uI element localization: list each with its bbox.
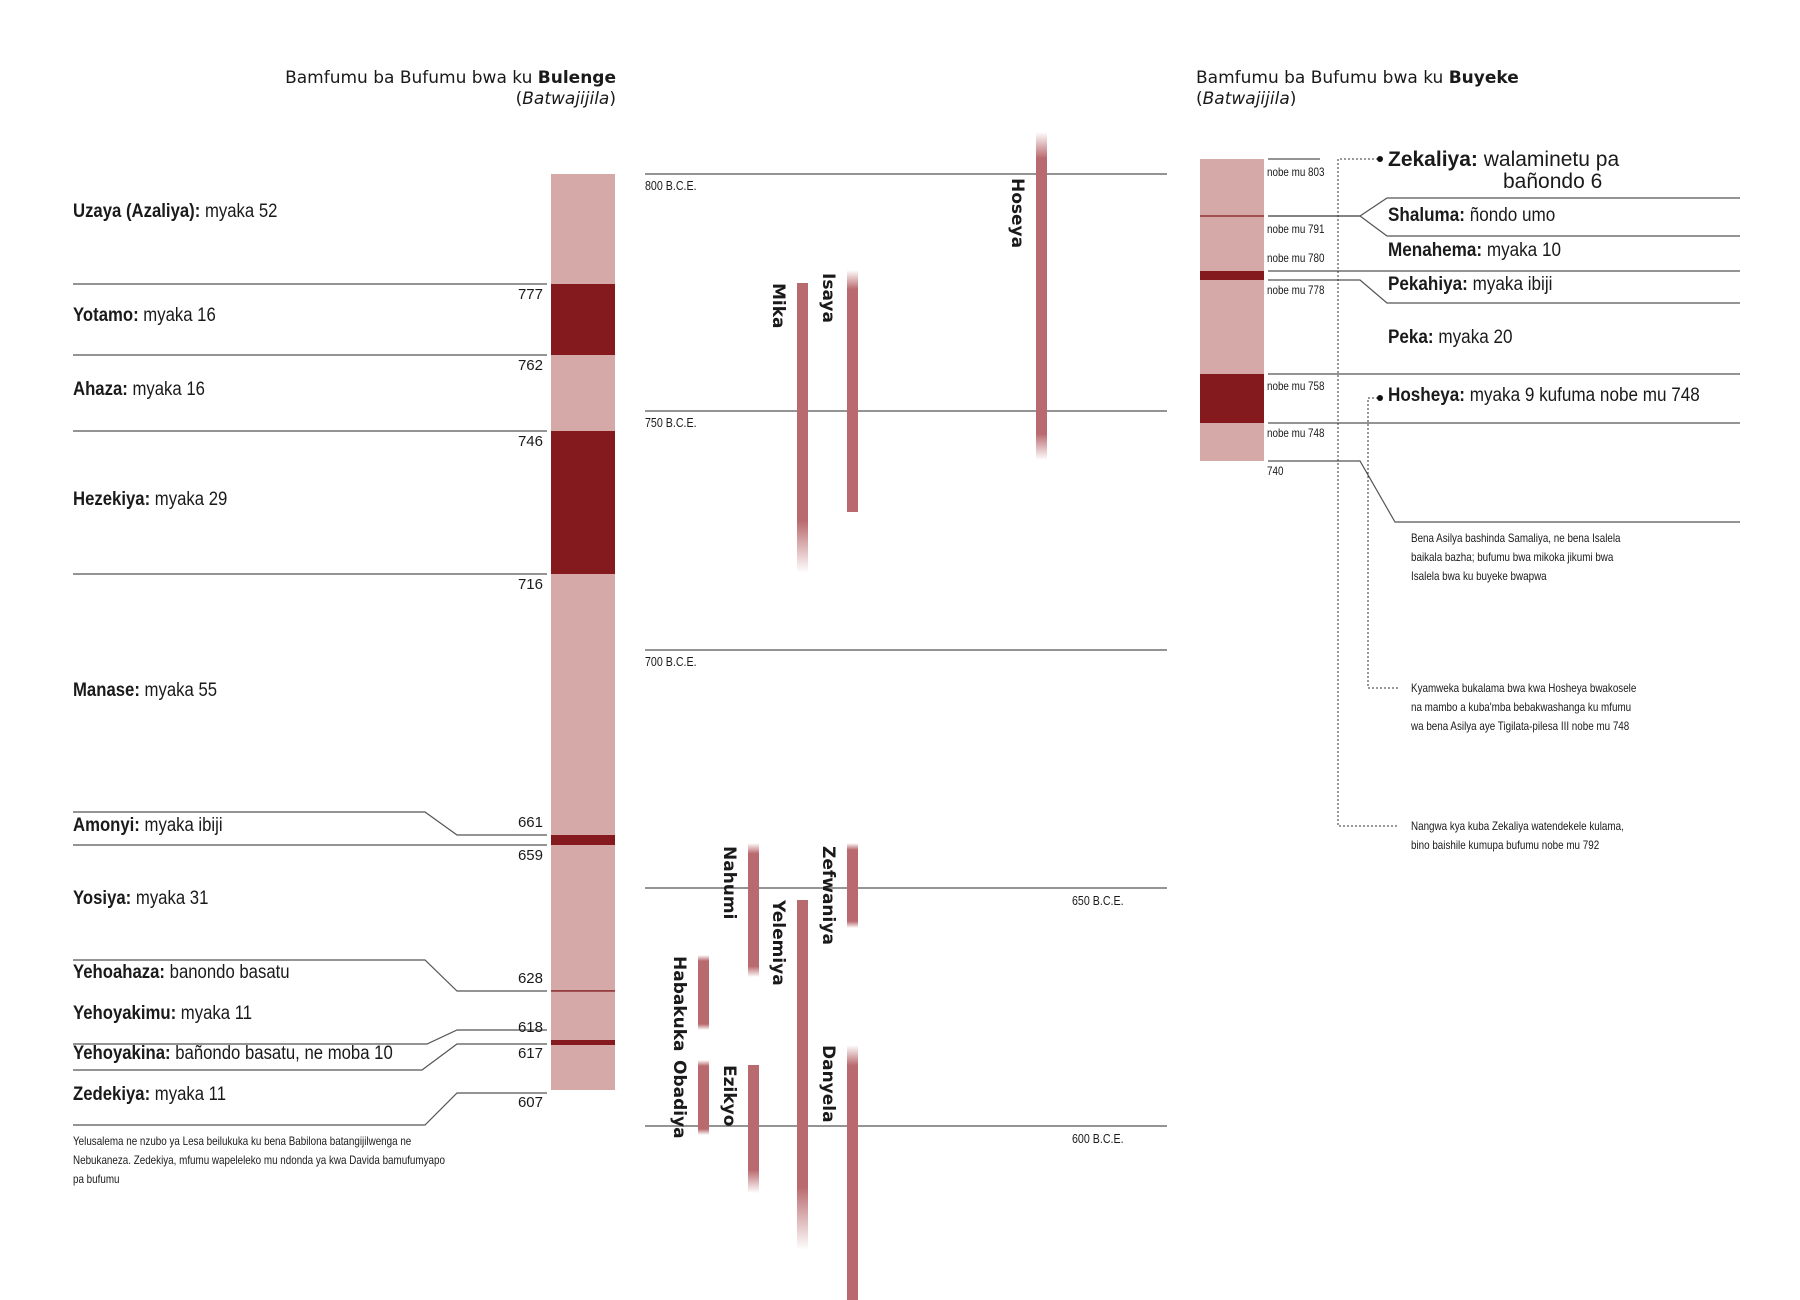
prophet-label-zefwaniya: Zefwaniya [818,846,838,945]
judah-king-amonyi: Amonyi: myaka ibiji [73,815,223,836]
judah-king-yehoyakimu: Yehoyakimu: myaka 11 [73,1003,253,1024]
judah-fall-note: Yelusalema ne nzubo ya Lesa beilukuka ku bena Babilona batangijilwenga ne Nebukaneza. Zedekiya, mfumu wapeleleko mu ndonda ya kwa Davida bamufumyapo pa bufumu [73,1134,445,1186]
reign-segment-zekaliya-menahema [1200,159,1264,271]
connector-dot [1377,395,1383,401]
judah-separators [73,284,547,1125]
judah-header [180,68,616,110]
year-label: 746 [517,433,543,450]
prophet-label-habakuka: Habakuka [669,956,689,1052]
judah-king-yehoyakina: Yehoyakina: bañondo basatu, ne moba 10 [73,1043,393,1064]
judah-king-manase: Manase: myaka 55 [73,680,218,701]
year-label: 716 [517,576,543,593]
prophet-bar-habakuka [698,955,709,1030]
prophet-label-mika: Mika [768,283,788,329]
prophet-bar-isaya [847,270,858,512]
israel-king-hosheya: Hosheya: myaka 9 kufuma nobe mu 748 [1388,385,1700,406]
connector-dot [1377,156,1383,162]
year-label: 659 [517,847,543,864]
prophet-label-ezikyo: Ezikyo [719,1065,739,1127]
israel-reign-bar [1200,159,1264,461]
prophet-label-yelemiya: Yelemiya [768,900,788,986]
paren-close: ) [1289,89,1297,109]
reign-segment-hosheya-dark [1200,374,1264,423]
israel-king-shaluma: Shaluma: ñondo umo [1388,205,1556,226]
hosheya-note: Kyamweka bukalama bwa kwa Hosheya bwakosele na mambo a kuba'mba bebakwashanga ku mfumu wa bena Asilya aye Tigilata-pilesa III nobe mu 748 [1411,681,1637,733]
israel-year-803: nobe mu 803 [1267,165,1325,179]
bce-scale-lines [645,174,1167,1126]
reign-segment-ahaza [551,355,615,431]
judah-reign-bar [551,174,615,1090]
reign-segment-zedekiya [551,1045,615,1090]
judah-king-yehoahaza: Yehoahaza: banondo basatu [73,962,290,983]
reign-segment-amonyi [551,835,615,845]
year-label: 777 [517,286,543,303]
prophet-bar-hoseya [1036,132,1047,460]
year-label: 618 [517,1019,543,1036]
judah-king-hezekiya: Hezekiya: myaka 29 [73,489,228,510]
prophet-bar-ezikyo [748,1065,759,1193]
prophet-bar-obadiya [698,1060,709,1135]
israel-year-780: nobe mu 780 [1267,251,1325,265]
paren-open: ( [1196,89,1203,109]
israel-header-prefix: Bamfumu ba Bufumu bwa ku [1196,68,1449,88]
israel-header [1196,68,1616,110]
israel-fall-note: Bena Asilya bashinda Samaliya, ne bena Isalela baikala bazha; bufumu bwa mikoka jikumi bwa Isalela bwa ku buyeke bwapwa [1411,531,1621,583]
prophet-bars [698,132,1047,1300]
judah-header-sub: Batwajijila [522,89,610,109]
israel-header-bold: Buyeke [1448,68,1519,88]
bce-label-800: 800 B.C.E. [645,178,697,193]
prophet-bar-yelemiya [797,900,808,1250]
reign-segment-uzaya [551,174,615,284]
judah-header-prefix: Bamfumu ba Bufumu bwa ku [285,68,538,88]
judah-king-yotamo: Yotamo: myaka 16 [73,305,216,326]
paren-close: ) [609,89,616,109]
reign-segment-yehoyakina [551,1040,615,1045]
bce-label-750: 750 B.C.E. [645,415,697,430]
judah-king-ahaza: Ahaza: myaka 16 [73,379,205,400]
israel-year-740: 740 [1267,464,1284,478]
reign-segment-peka [1200,280,1264,374]
zekaliya-note: Nangwa kya kuba Zekaliya watendekele kulama, bino baishile kumupa bufumu nobe mu 792 [1411,819,1624,852]
israel-king-zekaliya: Zekaliya: walaminetu pa [1388,148,1620,171]
bce-label-650: 650 B.C.E. [1072,893,1124,908]
paren-open: ( [515,89,523,109]
israel-header-sub: Batwajijila [1202,89,1290,109]
year-label: 762 [517,357,543,374]
prophet-label-isaya: Isaya [818,273,838,323]
prophet-bar-mika [797,283,808,573]
year-label: 607 [517,1094,543,1111]
reign-segment-pekahiya [1200,271,1264,280]
israel-king-peka: Peka: myaka 20 [1388,327,1513,348]
israel-king-menahema: Menahema: myaka 10 [1388,240,1561,261]
year-label: 661 [517,814,543,831]
year-label: 628 [517,970,543,987]
prophet-label-hoseya: Hoseya [1007,178,1027,249]
prophet-label-nahumi: Nahumi [719,846,739,920]
israel-year-758: nobe mu 758 [1267,379,1325,393]
judah-header-bold: Bulenge [537,68,616,88]
prophet-bar-danyela [847,1045,858,1300]
prophet-label-danyela: Danyela [818,1045,838,1123]
israel-king-zekaliya-cont: bañondo 6 [1503,170,1603,193]
israel-king-pekahiya: Pekahiya: myaka ibiji [1388,274,1553,295]
prophet-bar-nahumi [748,843,759,977]
bce-label-700: 700 B.C.E. [645,654,697,669]
year-label: 617 [517,1045,543,1062]
reign-segment-yotamo [551,284,615,355]
israel-year-791: nobe mu 791 [1267,222,1325,236]
prophet-bar-zefwaniya [847,843,858,928]
reign-segment-hezekiya [551,431,615,574]
reign-segment-yosiya [551,845,615,991]
judah-king-yosiya: Yosiya: myaka 31 [73,888,209,909]
israel-year-748: nobe mu 748 [1267,426,1325,440]
reign-segment-manase [551,574,615,835]
israel-year-778: nobe mu 778 [1267,283,1325,297]
prophet-label-obadiya: Obadiya [669,1060,689,1139]
reign-segment-hosheya-light [1200,423,1264,461]
reign-segment-yehoyakimu [551,992,615,1040]
judah-king-uzaya: Uzaya (Azaliya): myaka 52 [73,201,278,222]
bce-label-600: 600 B.C.E. [1072,1131,1124,1146]
judah-king-zedekiya: Zedekiya: myaka 11 [73,1084,227,1105]
